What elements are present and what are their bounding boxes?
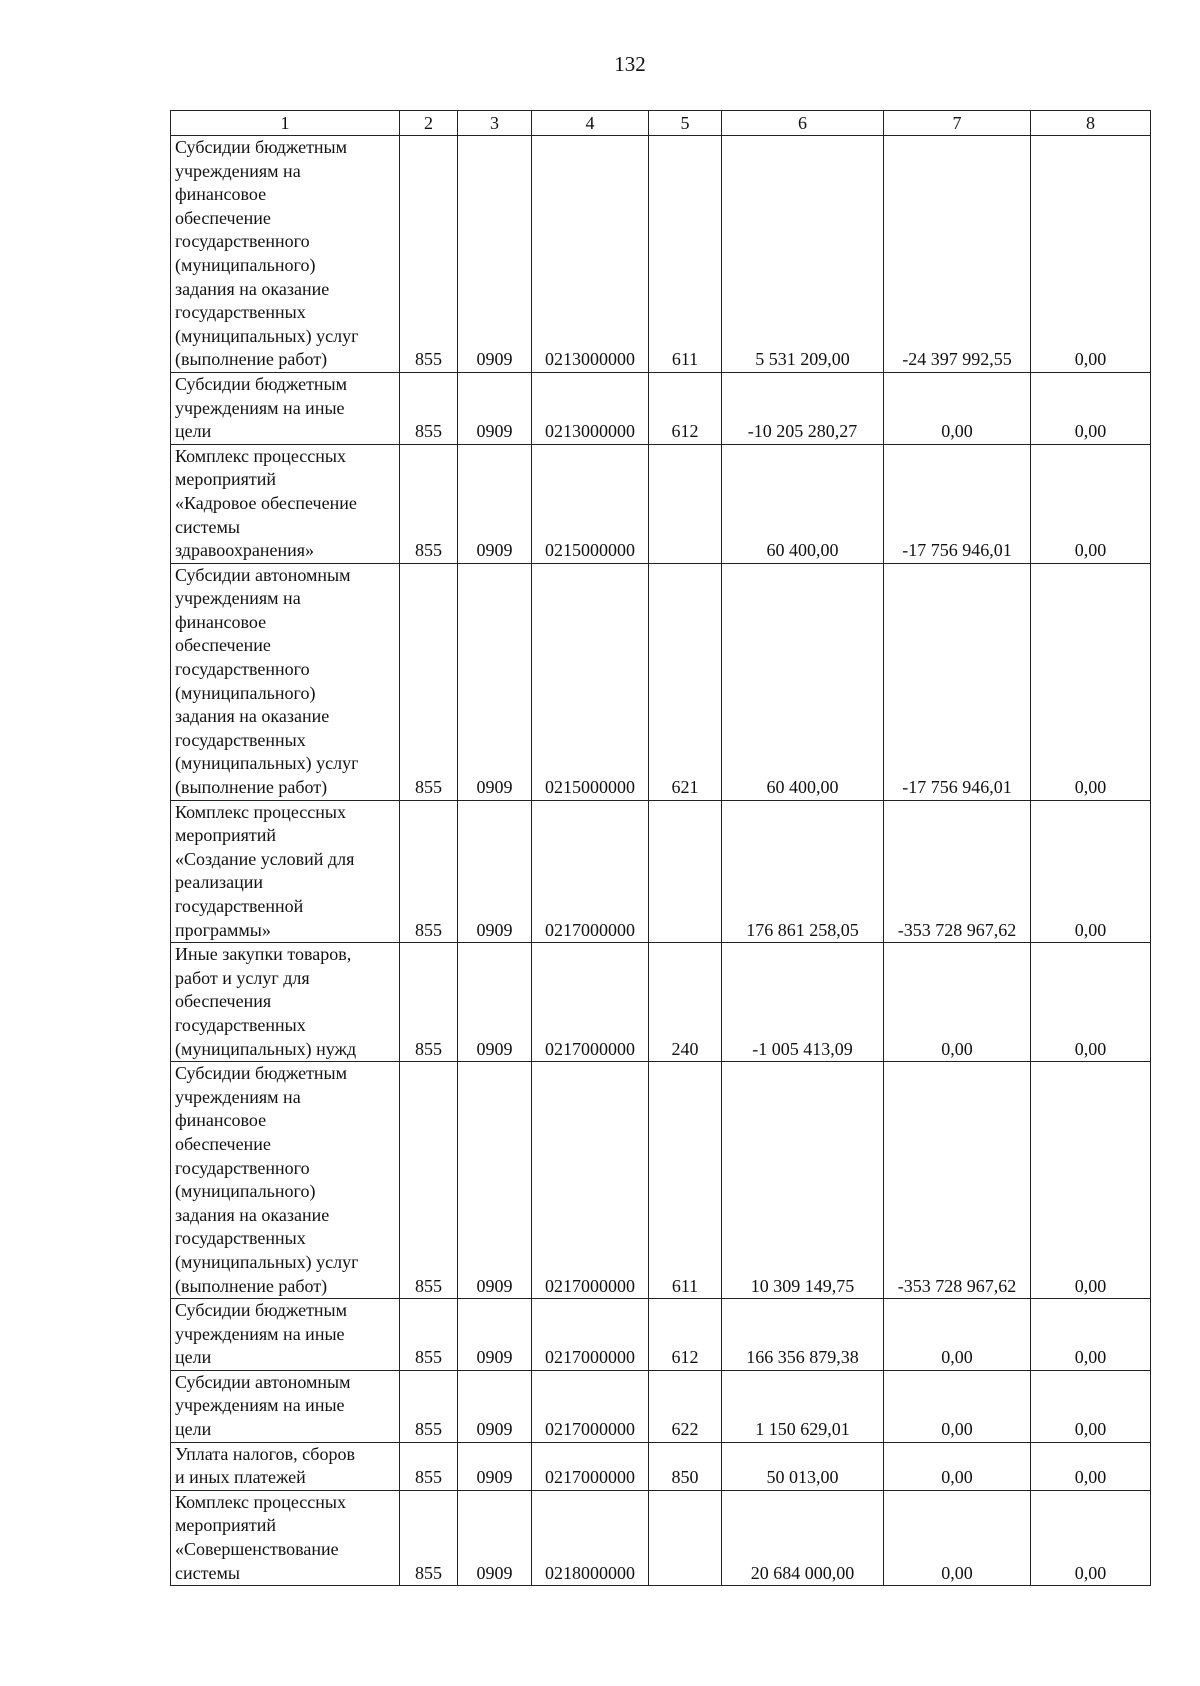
table-row bbox=[171, 372, 1151, 444]
cell-amount-8: 0,00 bbox=[1031, 1062, 1151, 1299]
cell-target-code: 0217000000 bbox=[532, 943, 649, 1062]
cell-expense-type bbox=[649, 1490, 722, 1585]
cell-target-code: 0217000000 bbox=[532, 1062, 649, 1299]
table-row bbox=[171, 1299, 1151, 1371]
table-row bbox=[171, 1442, 1151, 1490]
cell-amount-7: 0,00 bbox=[884, 1442, 1031, 1490]
table-row bbox=[171, 1490, 1151, 1585]
cell-amount-6: 50 013,00 bbox=[722, 1442, 884, 1490]
cell-expense-type: 611 bbox=[649, 1062, 722, 1299]
cell-section-code: 0909 bbox=[458, 943, 532, 1062]
cell-ministry-code: 855 bbox=[400, 1062, 458, 1299]
cell-ministry-code: 855 bbox=[400, 563, 458, 800]
cell-expense-type bbox=[649, 800, 722, 943]
cell-amount-7: 0,00 bbox=[884, 372, 1031, 444]
table-row bbox=[171, 136, 1151, 373]
cell-expense-type: 611 bbox=[649, 136, 722, 373]
cell-amount-6: 20 684 000,00 bbox=[722, 1490, 884, 1585]
column-header: 2 bbox=[400, 111, 458, 136]
cell-amount-6: 166 356 879,38 bbox=[722, 1299, 884, 1371]
cell-amount-7: -353 728 967,62 bbox=[884, 1062, 1031, 1299]
column-header: 6 bbox=[722, 111, 884, 136]
row-name: Уплата налогов, сборов и иных платежей bbox=[171, 1442, 400, 1490]
cell-amount-8: 0,00 bbox=[1031, 444, 1151, 563]
cell-section-code: 0909 bbox=[458, 800, 532, 943]
cell-amount-6: 5 531 209,00 bbox=[722, 136, 884, 373]
cell-amount-7: -17 756 946,01 bbox=[884, 444, 1031, 563]
cell-expense-type: 621 bbox=[649, 563, 722, 800]
cell-amount-6: 10 309 149,75 bbox=[722, 1062, 884, 1299]
column-header: 7 bbox=[884, 111, 1031, 136]
cell-ministry-code: 855 bbox=[400, 1299, 458, 1371]
cell-ministry-code: 855 bbox=[400, 372, 458, 444]
cell-amount-8: 0,00 bbox=[1031, 943, 1151, 1062]
cell-amount-7: 0,00 bbox=[884, 943, 1031, 1062]
cell-section-code: 0909 bbox=[458, 444, 532, 563]
cell-target-code: 0213000000 bbox=[532, 136, 649, 373]
cell-amount-7: -353 728 967,62 bbox=[884, 800, 1031, 943]
column-header: 8 bbox=[1031, 111, 1151, 136]
cell-section-code: 0909 bbox=[458, 1062, 532, 1299]
header-row bbox=[171, 111, 1151, 136]
cell-amount-8: 0,00 bbox=[1031, 1490, 1151, 1585]
cell-amount-8: 0,00 bbox=[1031, 1442, 1151, 1490]
cell-amount-7: 0,00 bbox=[884, 1370, 1031, 1442]
page-number: 132 bbox=[614, 52, 646, 76]
cell-section-code: 0909 bbox=[458, 1299, 532, 1371]
cell-expense-type: 622 bbox=[649, 1370, 722, 1442]
cell-target-code: 0217000000 bbox=[532, 1370, 649, 1442]
cell-amount-8: 0,00 bbox=[1031, 136, 1151, 373]
cell-target-code: 0217000000 bbox=[532, 800, 649, 943]
column-header: 3 bbox=[458, 111, 532, 136]
cell-amount-8: 0,00 bbox=[1031, 1299, 1151, 1371]
row-name: Комплекс процессных мероприятий «Кадровое обеспечение системы здравоохранения» bbox=[171, 444, 400, 563]
cell-amount-8: 0,00 bbox=[1031, 563, 1151, 800]
table-row bbox=[171, 1062, 1151, 1299]
cell-ministry-code: 855 bbox=[400, 1370, 458, 1442]
cell-expense-type: 612 bbox=[649, 372, 722, 444]
cell-amount-8: 0,00 bbox=[1031, 800, 1151, 943]
cell-amount-8: 0,00 bbox=[1031, 1370, 1151, 1442]
budget-table bbox=[170, 110, 1151, 1586]
cell-section-code: 0909 bbox=[458, 1370, 532, 1442]
cell-expense-type bbox=[649, 444, 722, 563]
cell-amount-7: -24 397 992,55 bbox=[884, 136, 1031, 373]
cell-ministry-code: 855 bbox=[400, 1490, 458, 1585]
cell-expense-type: 850 bbox=[649, 1442, 722, 1490]
cell-ministry-code: 855 bbox=[400, 943, 458, 1062]
cell-target-code: 0217000000 bbox=[532, 1442, 649, 1490]
cell-target-code: 0217000000 bbox=[532, 1299, 649, 1371]
cell-amount-7: 0,00 bbox=[884, 1490, 1031, 1585]
cell-target-code: 0213000000 bbox=[532, 372, 649, 444]
row-name: Комплекс процессных мероприятий «Совершенствование системы bbox=[171, 1490, 400, 1585]
row-name: Комплекс процессных мероприятий «Создание условий для реализации государственной программы» bbox=[171, 800, 400, 943]
cell-amount-6: 176 861 258,05 bbox=[722, 800, 884, 943]
cell-ministry-code: 855 bbox=[400, 1442, 458, 1490]
cell-ministry-code: 855 bbox=[400, 444, 458, 563]
cell-amount-7: 0,00 bbox=[884, 1299, 1031, 1371]
table-row bbox=[171, 800, 1151, 943]
table-row bbox=[171, 1370, 1151, 1442]
row-name: Субсидии бюджетным учреждениям на финансовое обеспечение государственного (муниципального) задания на оказание государственных (муниципальных) услуг (выполнение работ) bbox=[171, 136, 400, 373]
cell-target-code: 0215000000 bbox=[532, 444, 649, 563]
row-name: Субсидии бюджетным учреждениям на иные цели bbox=[171, 372, 400, 444]
column-header: 5 bbox=[649, 111, 722, 136]
cell-amount-6: 1 150 629,01 bbox=[722, 1370, 884, 1442]
cell-target-code: 0218000000 bbox=[532, 1490, 649, 1585]
cell-ministry-code: 855 bbox=[400, 800, 458, 943]
row-name: Иные закупки товаров, работ и услуг для обеспечения государственных (муниципальных) нужд bbox=[171, 943, 400, 1062]
row-name: Субсидии бюджетным учреждениям на финансовое обеспечение государственного (муниципального) задания на оказание государственных (муниципальных) услуг (выполнение работ) bbox=[171, 1062, 400, 1299]
cell-section-code: 0909 bbox=[458, 136, 532, 373]
row-name: Субсидии бюджетным учреждениям на иные цели bbox=[171, 1299, 400, 1371]
cell-amount-6: -1 005 413,09 bbox=[722, 943, 884, 1062]
cell-amount-8: 0,00 bbox=[1031, 372, 1151, 444]
cell-section-code: 0909 bbox=[458, 563, 532, 800]
cell-section-code: 0909 bbox=[458, 372, 532, 444]
cell-section-code: 0909 bbox=[458, 1490, 532, 1585]
table-row bbox=[171, 563, 1151, 800]
table-row bbox=[171, 444, 1151, 563]
cell-ministry-code: 855 bbox=[400, 136, 458, 373]
row-name: Субсидии автономным учреждениям на финансовое обеспечение государственного (муниципального) задания на оказание государственных (муниципальных) услуг (выполнение работ) bbox=[171, 563, 400, 800]
cell-amount-7: -17 756 946,01 bbox=[884, 563, 1031, 800]
column-header: 1 bbox=[171, 111, 400, 136]
cell-section-code: 0909 bbox=[458, 1442, 532, 1490]
row-name: Субсидии автономным учреждениям на иные цели bbox=[171, 1370, 400, 1442]
cell-amount-6: 60 400,00 bbox=[722, 444, 884, 563]
cell-expense-type: 612 bbox=[649, 1299, 722, 1371]
column-header: 4 bbox=[532, 111, 649, 136]
cell-target-code: 0215000000 bbox=[532, 563, 649, 800]
cell-amount-6: -10 205 280,27 bbox=[722, 372, 884, 444]
cell-expense-type: 240 bbox=[649, 943, 722, 1062]
cell-amount-6: 60 400,00 bbox=[722, 563, 884, 800]
table-row bbox=[171, 943, 1151, 1062]
